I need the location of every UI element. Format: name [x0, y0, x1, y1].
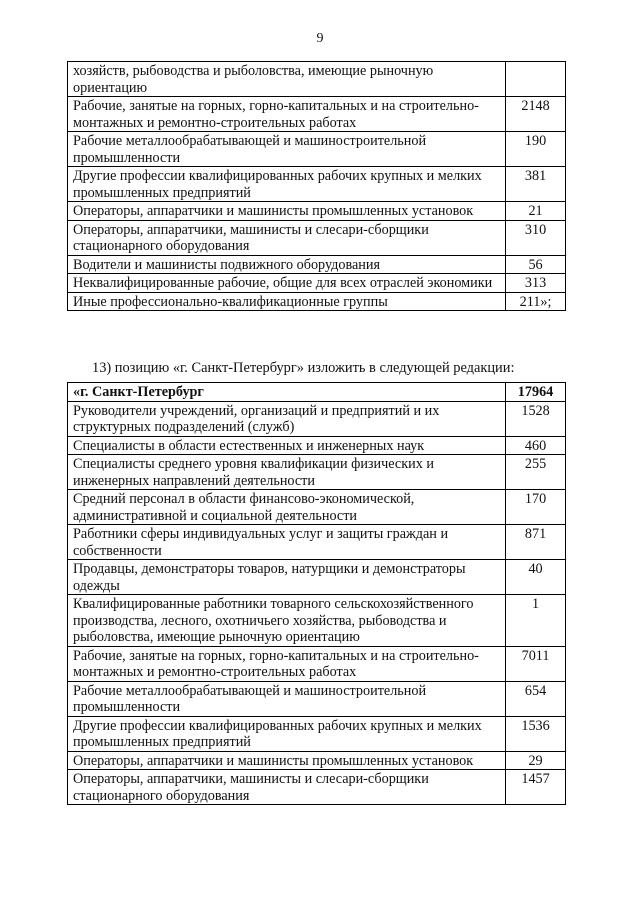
- table-row: [68, 770, 566, 805]
- table-row: [68, 455, 566, 490]
- table-row: [68, 490, 566, 525]
- row-label: Водители и машинисты подвижного оборудования: [68, 255, 506, 274]
- row-value: 460: [506, 436, 566, 455]
- table-row: [68, 646, 566, 681]
- saint-petersburg-table: [67, 382, 566, 805]
- row-value: 40: [506, 560, 566, 595]
- row-value: 654: [506, 681, 566, 716]
- row-value: 313: [506, 274, 566, 293]
- row-value: 1: [506, 595, 566, 647]
- row-value: 1536: [506, 716, 566, 751]
- row-value: 29: [506, 751, 566, 770]
- row-value: 21: [506, 202, 566, 221]
- page-number: 9: [316, 31, 324, 46]
- row-label: Средний персонал в области финансово-экономической, административной и социальной деятельности: [68, 490, 506, 525]
- row-label: Операторы, аппаратчики, машинисты и слесари-сборщики стационарного оборудования: [68, 770, 506, 805]
- row-label: Другие профессии квалифицированных рабочих крупных и мелких промышленных предприятий: [68, 167, 506, 202]
- row-label: Рабочие, занятые на горных, горно-капитальных и на строительно-монтажных и ремонтно-строительных работах: [68, 97, 506, 132]
- row-value: 170: [506, 490, 566, 525]
- row-value: 1457: [506, 770, 566, 805]
- table-row: [68, 681, 566, 716]
- row-label: Продавцы, демонстраторы товаров, натурщики и демонстраторы одежды: [68, 560, 506, 595]
- professions-table-continued: [67, 61, 566, 311]
- table-row: [68, 595, 566, 647]
- row-value: 56: [506, 255, 566, 274]
- row-label: Руководители учреждений, организаций и предприятий и их структурных подразделений (служб): [68, 401, 506, 436]
- row-value: 7011: [506, 646, 566, 681]
- table-row: [68, 97, 566, 132]
- row-label: Операторы, аппаратчики, машинисты и слесари-сборщики стационарного оборудования: [68, 220, 506, 255]
- row-label: Рабочие металлообрабатывающей и машиностроительной промышленности: [68, 681, 506, 716]
- row-label: Неквалифицированные рабочие, общие для всех отраслей экономики: [68, 274, 506, 293]
- table-row: [68, 525, 566, 560]
- row-label: Операторы, аппаратчики и машинисты промышленных установок: [68, 751, 506, 770]
- row-value: 1528: [506, 401, 566, 436]
- table-row: [68, 202, 566, 221]
- row-value: 2148: [506, 97, 566, 132]
- table-row: [68, 220, 566, 255]
- section-heading: 13) позицию «г. Санкт-Петербург» изложить в следующей редакции:: [92, 360, 515, 376]
- row-label: Иные профессионально-квалификационные группы: [68, 292, 506, 311]
- table-header-row: [68, 383, 566, 402]
- row-label: Другие профессии квалифицированных рабочих крупных и мелких промышленных предприятий: [68, 716, 506, 751]
- table-row: [68, 167, 566, 202]
- row-label: Операторы, аппаратчики и машинисты промышленных установок: [68, 202, 506, 221]
- region-total: 17964: [506, 383, 566, 402]
- row-value: 871: [506, 525, 566, 560]
- table-row: [68, 132, 566, 167]
- table-row: [68, 62, 566, 97]
- row-label: Работники сферы индивидуальных услуг и защиты граждан и собственности: [68, 525, 506, 560]
- table-row: [68, 274, 566, 293]
- row-label: хозяйств, рыбоводства и рыболовства, имеющие рыночную ориентацию: [68, 62, 506, 97]
- table-row: [68, 751, 566, 770]
- table-row: [68, 436, 566, 455]
- row-value: [506, 62, 566, 97]
- row-value: 381: [506, 167, 566, 202]
- row-value: 211»;: [506, 292, 566, 311]
- row-label: Квалифицированные работники товарного сельскохозяйственного производства, лесного, охотничьего хозяйства, рыбоводства и рыболовства, имеющие рыночную ориентацию: [68, 595, 506, 647]
- row-label: Рабочие, занятые на горных, горно-капитальных и на строительно-монтажных и ремонтно-строительных работах: [68, 646, 506, 681]
- table-row: [68, 716, 566, 751]
- table-row: [68, 560, 566, 595]
- table-row: [68, 255, 566, 274]
- row-value: 310: [506, 220, 566, 255]
- row-value: 190: [506, 132, 566, 167]
- row-label: Специалисты в области естественных и инженерных наук: [68, 436, 506, 455]
- row-label: Рабочие металлообрабатывающей и машиностроительной промышленности: [68, 132, 506, 167]
- region-name: «г. Санкт-Петербург: [68, 383, 506, 402]
- table-row: [68, 292, 566, 311]
- table-row: [68, 401, 566, 436]
- row-value: 255: [506, 455, 566, 490]
- row-label: Специалисты среднего уровня квалификации физических и инженерных направлений деятельности: [68, 455, 506, 490]
